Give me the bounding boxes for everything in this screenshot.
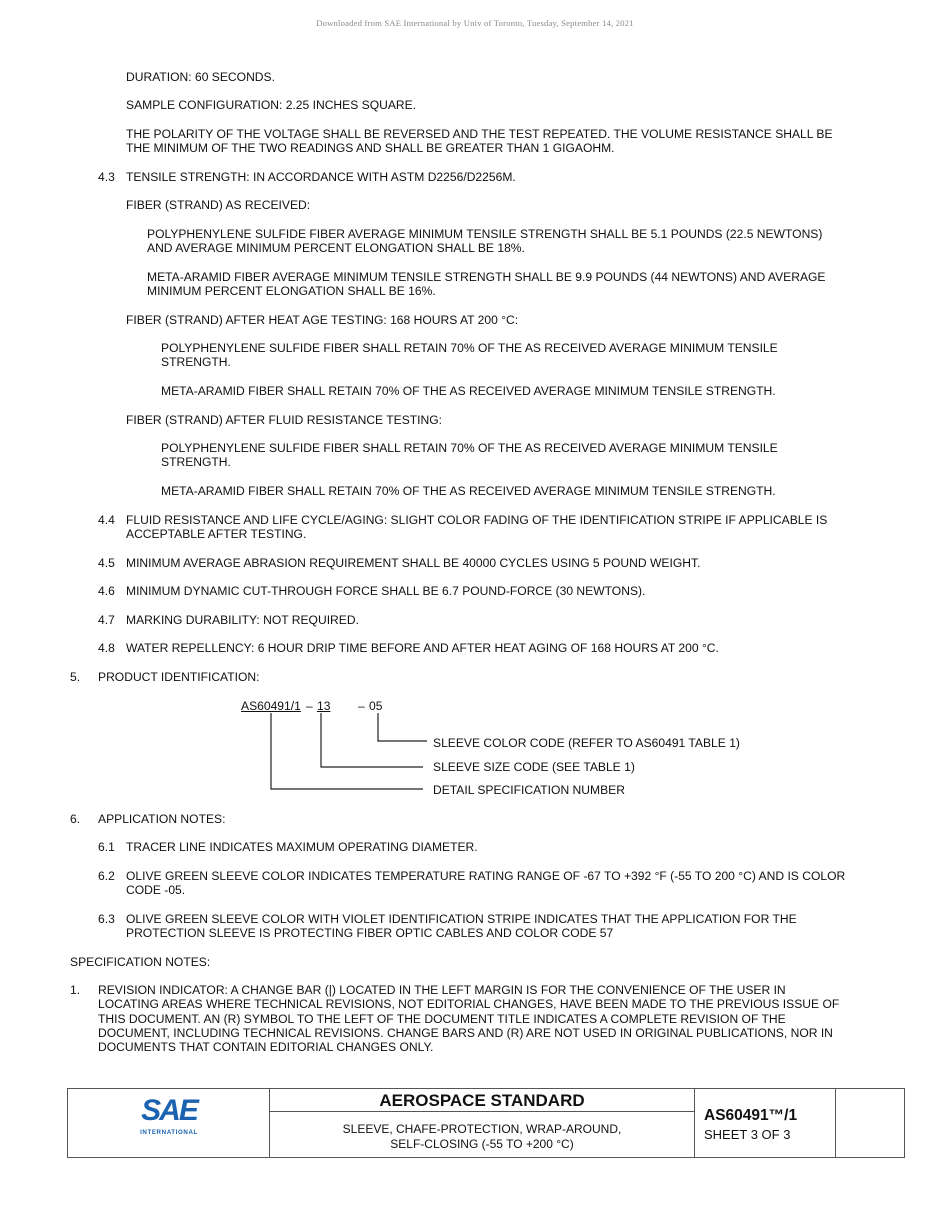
divider [694, 1089, 695, 1157]
document-number: AS60491™/1 [704, 1107, 798, 1124]
paragraph-line: META-ARAMID FIBER SHALL RETAIN 70% OF THE AS RECEIVED AVERAGE MINIMUM TENSILE STRENGTH. [161, 484, 776, 498]
paragraph-line: STRENGTH. [161, 355, 231, 369]
section-number: 4.5 [98, 556, 115, 570]
section-number: 4.8 [98, 641, 115, 655]
download-watermark: Downloaded from SAE International by Univ of Toronto, Tuesday, September 14, 2021 [316, 18, 634, 28]
section-title: PRODUCT IDENTIFICATION: [98, 670, 260, 684]
paragraph-line: MINIMUM DYNAMIC CUT-THROUGH FORCE SHALL BE 6.7 POUND-FORCE (30 NEWTONS). [126, 584, 646, 598]
paragraph-line: ACCEPTABLE AFTER TESTING. [126, 527, 307, 541]
part-base-number: AS60491/1 [241, 699, 301, 713]
section-number: 6.3 [98, 912, 115, 926]
paragraph-line: TRACER LINE INDICATES MAXIMUM OPERATING DIAMETER. [126, 840, 478, 854]
section-number: 6. [70, 812, 81, 826]
detail-spec-leader [271, 713, 423, 789]
section-number: 4.3 [98, 170, 115, 184]
callout-label-size: SLEEVE SIZE CODE (SEE TABLE 1) [433, 760, 635, 774]
callout-label-detail: DETAIL SPECIFICATION NUMBER [433, 783, 625, 797]
part-size-code: 13 [317, 699, 331, 713]
divider [269, 1111, 694, 1112]
logo-subtext: INTERNATIONAL [140, 1129, 198, 1136]
paragraph-line: THIS DOCUMENT. AN (R) SYMBOL TO THE LEFT OF THE DOCUMENT TITLE INDICATES A COMPLETE REVISION OF THE [98, 1012, 786, 1026]
logo-wordmark: SAE [141, 1094, 197, 1127]
divider [835, 1089, 836, 1157]
callout-label-color: SLEEVE COLOR CODE (REFER TO AS60491 TABLE 1) [433, 736, 740, 750]
paragraph-line: POLYPHENYLENE SULFIDE FIBER AVERAGE MINIMUM TENSILE STRENGTH SHALL BE 5.1 POUNDS (22.5 NEWTONS) [147, 227, 823, 241]
section-number: 4.7 [98, 613, 115, 627]
section-number: 1. [70, 983, 81, 997]
paragraph-line: PROTECTION SLEEVE IS PROTECTING FIBER OPTIC CABLES AND COLOR CODE 57 [126, 926, 614, 940]
polarity-line-1: THE POLARITY OF THE VOLTAGE SHALL BE REVERSED AND THE TEST REPEATED. THE VOLUME RESISTANCE SHALL BE [126, 127, 833, 141]
paragraph-line: OLIVE GREEN SLEEVE COLOR WITH VIOLET IDENTIFICATION STRIPE INDICATES THAT THE APPLICATION FOR THE [126, 912, 797, 926]
subtitle-line-2: SELF-CLOSING (-55 TO +200 °C) [390, 1136, 574, 1151]
section-number: 4.4 [98, 513, 115, 527]
subheading: FIBER (STRAND) AS RECEIVED: [126, 198, 311, 212]
paragraph-line: CODE -05. [126, 883, 186, 897]
paragraph-line: MINIMUM PERCENT ELONGATION SHALL BE 16%. [147, 284, 436, 298]
paragraph-line: AND AVERAGE MINIMUM PERCENT ELONGATION SHALL BE 18%. [147, 241, 525, 255]
standard-title: AEROSPACE STANDARD [379, 1091, 585, 1110]
size-code-leader [321, 713, 423, 767]
paragraph-line: MARKING DURABILITY: NOT REQUIRED. [126, 613, 359, 627]
section-number: 6.2 [98, 869, 115, 883]
paragraph-line: OLIVE GREEN SLEEVE COLOR INDICATES TEMPERATURE RATING RANGE OF -67 TO +392 °F (-55 TO 200 °C) AND IS COLOR [126, 869, 846, 883]
paragraph-line: DOCUMENT, INCLUDING TECHNICAL REVISIONS. CHANGE BARS AND (R) ARE NOT USED IN ORIGINAL PUBLICATIONS, NOR IN [98, 1026, 833, 1040]
paragraph-line: META-ARAMID FIBER SHALL RETAIN 70% OF THE AS RECEIVED AVERAGE MINIMUM TENSILE STRENGTH. [161, 384, 776, 398]
part-color-code: 05 [369, 699, 383, 713]
duration-line: DURATION: 60 SECONDS. [126, 70, 275, 84]
section-title: TENSILE STRENGTH: IN ACCORDANCE WITH ASTM D2256/D2256M. [126, 170, 516, 184]
part-dash: – [358, 699, 365, 713]
paragraph-line: STRENGTH. [161, 455, 231, 469]
footer-title-block [67, 1088, 905, 1158]
sheet-number: SHEET 3 OF 3 [704, 1127, 791, 1142]
paragraph-line: POLYPHENYLENE SULFIDE FIBER SHALL RETAIN 70% OF THE AS RECEIVED AVERAGE MINIMUM TENSILE [161, 441, 778, 455]
sample-config-line: SAMPLE CONFIGURATION: 2.25 INCHES SQUARE. [126, 98, 417, 112]
section-number: 4.6 [98, 584, 115, 598]
subheading: FIBER (STRAND) AFTER FLUID RESISTANCE TESTING: [126, 413, 443, 427]
paragraph-line: REVISION INDICATOR: A CHANGE BAR (|) LOCATED IN THE LEFT MARGIN IS FOR THE CONVENIENCE OF THE USER IN [98, 983, 786, 997]
paragraph-line: POLYPHENYLENE SULFIDE FIBER SHALL RETAIN 70% OF THE AS RECEIVED AVERAGE MINIMUM TENSILE [161, 341, 778, 355]
subtitle-line-1: SLEEVE, CHAFE-PROTECTION, WRAP-AROUND, [342, 1122, 622, 1136]
paragraph-line: WATER REPELLENCY: 6 HOUR DRIP TIME BEFORE AND AFTER HEAT AGING OF 168 HOURS AT 200 °C. [126, 641, 719, 655]
part-dash: – [306, 699, 313, 713]
document-subtitle [270, 1122, 694, 1151]
section-number: 6.1 [98, 840, 115, 854]
section-number: 5. [70, 670, 81, 684]
spec-notes-title: SPECIFICATION NOTES: [70, 955, 211, 969]
section-title: APPLICATION NOTES: [98, 812, 226, 826]
subheading: FIBER (STRAND) AFTER HEAT AGE TESTING: 168 HOURS AT 200 °C: [126, 313, 519, 327]
paragraph-line: META-ARAMID FIBER AVERAGE MINIMUM TENSILE STRENGTH SHALL BE 9.9 POUNDS (44 NEWTONS) AND AVERAGE [147, 270, 826, 284]
paragraph-line: DOCUMENTS THAT CONTAIN EDITORIAL CHANGES ONLY. [98, 1040, 434, 1054]
paragraph-line: FLUID RESISTANCE AND LIFE CYCLE/AGING: SLIGHT COLOR FADING OF THE IDENTIFICATION STRIPE IF APPLICABLE IS [126, 513, 828, 527]
sae-logo [136, 1094, 202, 1140]
paragraph-line: LOCATING AREAS WHERE TECHNICAL REVISIONS, NOT EDITORIAL CHANGES, HAVE BEEN MADE TO THE PREVIOUS ISSUE OF [98, 997, 840, 1011]
paragraph-line: MINIMUM AVERAGE ABRASION REQUIREMENT SHALL BE 40000 CYCLES USING 5 POUND WEIGHT. [126, 556, 701, 570]
color-code-leader [378, 713, 427, 741]
polarity-line-2: THE MINIMUM OF THE TWO READINGS AND SHALL BE GREATER THAN 1 GIGAOHM. [126, 141, 615, 155]
